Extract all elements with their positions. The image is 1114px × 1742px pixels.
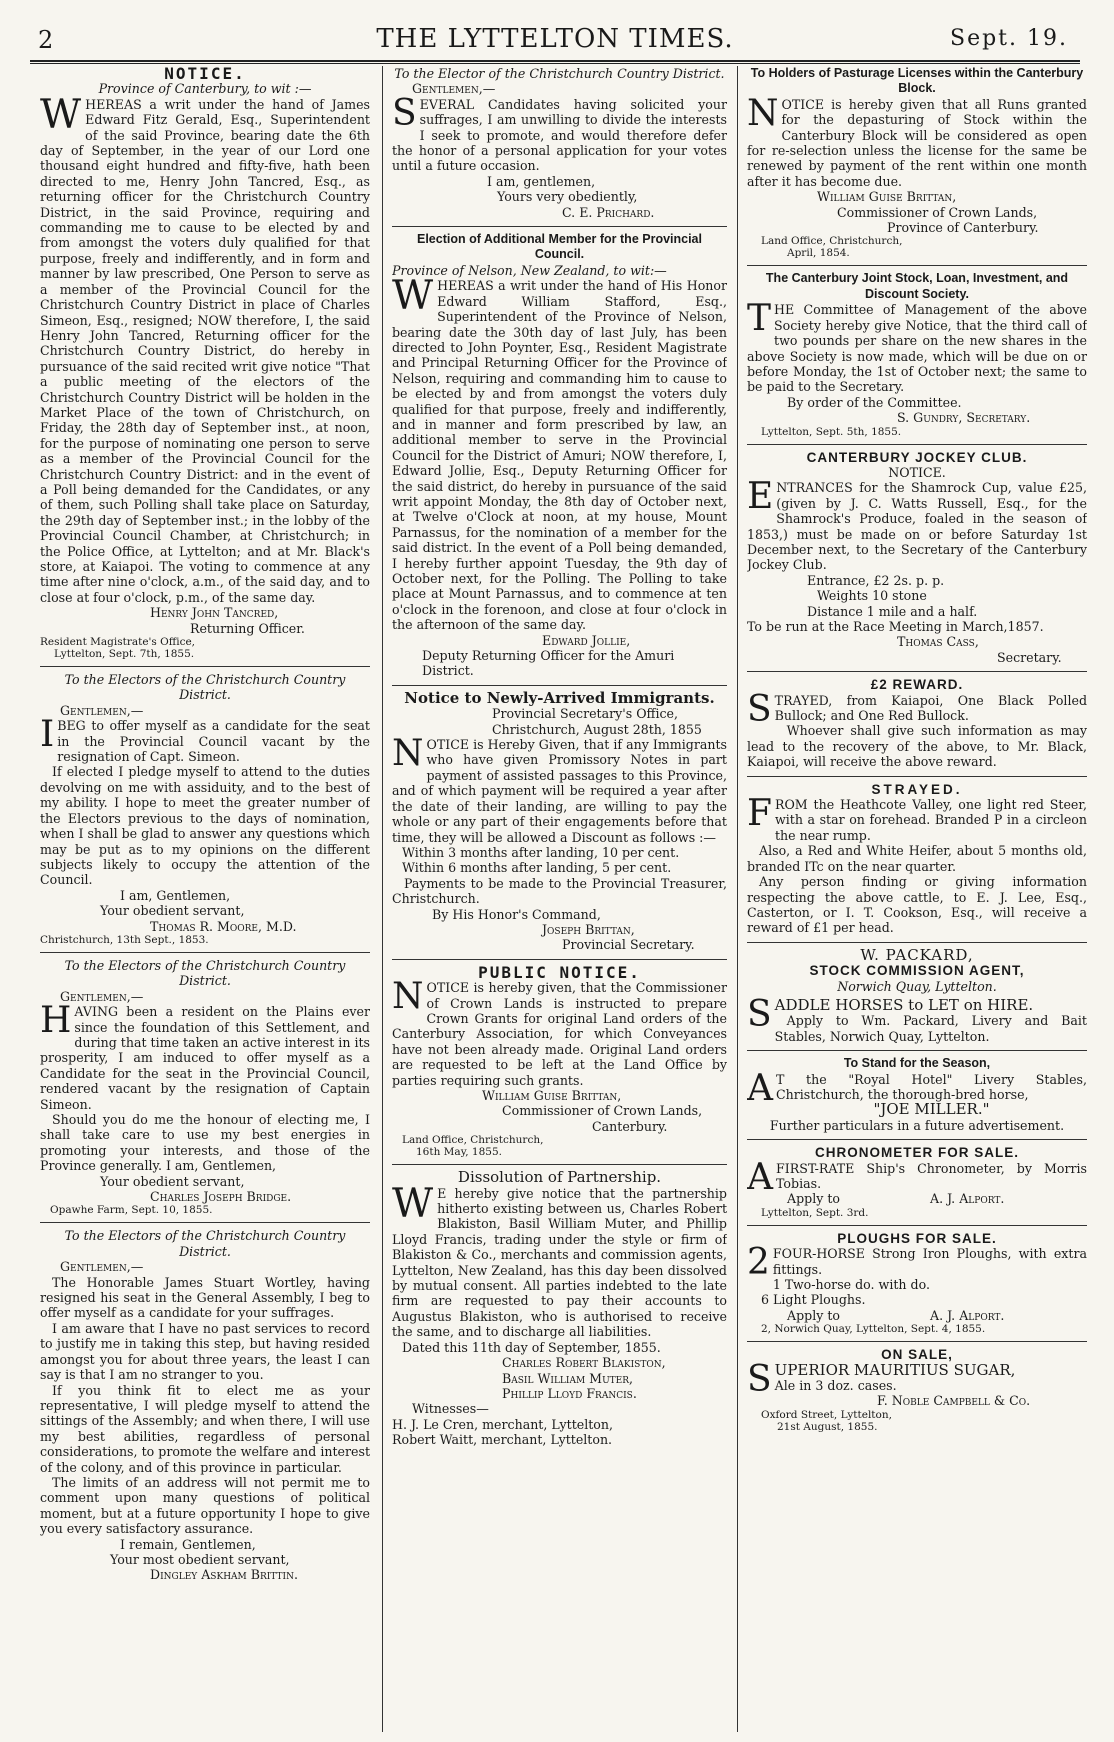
closing: Your obedient servant,: [100, 1173, 245, 1189]
signature: Thomas R. Moore, M.D.: [150, 918, 297, 934]
column-divider: [737, 66, 738, 1732]
signature-title: Provincial Secretary.: [562, 937, 695, 953]
notice-heading: STRAYED.: [871, 781, 963, 797]
paragraph: Whoever shall give such information as may lead to the recovery of the above, to Mr. Black, Kaiapoi, will receive the above reward.: [747, 723, 1087, 770]
footnote: Resident Magistrate's Office,: [40, 636, 196, 649]
advertiser-role: STOCK COMMISSION AGENT,: [809, 963, 1025, 979]
notice-body: HE Committee of Management of the above Society hereby give Notice, that the third call of two pounds per share on the new shares in the above Society is now made, which will be due on or before Monday, the 1st of October next; the same to be paid to the Secretary.: [747, 302, 1087, 395]
signature: F. Noble Campbell & Co.: [877, 1393, 1031, 1409]
notice-body: ROM the Heathcote Valley, one light red Steer, with a star on forehead. Branded P in a circleon the near rump.: [774, 797, 1087, 843]
notice-heading: PUBLIC NOTICE.: [478, 962, 641, 982]
signature: Joseph Brittan,: [542, 921, 635, 937]
witness: Robert Waitt, merchant, Lyttelton.: [392, 1432, 613, 1448]
footnote: Lyttelton, Sept. 7th, 1855.: [54, 648, 195, 661]
notice-heading: To Holders of Pasturage Licenses within the Canterbury Block.: [750, 66, 1084, 96]
divider: [392, 1164, 727, 1165]
apply-label: Apply to: [787, 1307, 841, 1323]
notice-heading: The Canterbury Joint Stock, Loan, Investment, and Discount Society.: [765, 271, 1069, 301]
notice-public: [392, 962, 727, 1159]
footnote: 2, Norwich Quay, Lyttelton, Sept. 4, 1855.: [761, 1323, 986, 1336]
notice-body: HEREAS a writ under the hand of His Honor Edward William Stafford, Esq., Superintendent of the Province of Nelson, bearing date the 30th day of last July, has been directed to John Poynter, Esq., Resident Magistrate and Principal Returning Officer for the Province of Nelson, requiring and commanding him to cause to be elected by and from amongst the voters duly qualified for that purpose, freely and indifferently, and in manner and form prescribed by law, an additional member to serve in the Provincial Council for the District of Amuri; NOW therefore, I, Edward Jollie, Esq., Deputy Returning Officer for the said district, do hereby in pursuance of the said writ appoint Monday, the 8th day of October next, at Twelve o'Clock at noon, at my house, Mount Parnassus, for the nomination of a member for the said district. In the event of a Poll being demanded, I hereby further appoint Tuesday, the 9th day of October next, for the Polling. The Polling to take place at Mount Parnassus, and to commence at ten o'clock in the forenoon, and close at four o'clock in the afternoon of the same day.: [392, 278, 727, 633]
divider: [747, 776, 1087, 777]
divider: [747, 265, 1087, 266]
advert-heading: To Stand for the Season,: [843, 1056, 991, 1071]
signature: William Guise Brittan,: [817, 189, 957, 205]
drop-cap: I: [40, 714, 55, 756]
advertiser-name: W. PACKARD,: [860, 945, 974, 964]
signature: Thomas Cass,: [897, 634, 979, 650]
advert-body: FOUR-HORSE Strong Iron Ploughs, with extra fittings.: [772, 1246, 1087, 1277]
divider: [747, 942, 1087, 943]
drop-cap: W: [392, 273, 434, 320]
drop-cap: A: [747, 1067, 773, 1109]
signature: Charles Joseph Bridge.: [150, 1189, 292, 1205]
address-heading: To the Elector of the Christchurch Country District.: [394, 66, 725, 81]
advert-body: FIRST-RATE Ship's Chronometer, by Morris Tobias.: [776, 1160, 1087, 1191]
detail-line: Ale in 3 doz. cases.: [774, 1378, 897, 1394]
notice-strayed: [747, 782, 1087, 936]
greeting: Gentlemen,—: [412, 81, 496, 97]
notice-heading: CANTERBURY JOCKEY CLUB.: [806, 449, 1028, 465]
paragraph: The Honorable James Stuart Wortley, having resigned his seat in the General Assembly, I beg to offer myself as a candidate for your suffrages.: [40, 1274, 370, 1321]
divider: [40, 666, 370, 667]
notice-body: E hereby give notice that the partnership hitherto existing between us, Charles Robert Blakiston, Basil William Muter, and Phillip Lloyd Francis, trading under the style or firm of Blakiston & Co., merchants and commission agents, Lyttelton, New Zealand, has this day been dissolved by mutual consent. All parties indebted to the late firm are requested to pay their accounts to Augustus Blakiston, who is authorised to receive the same, and to discharge all liabilities.: [392, 1185, 727, 1340]
notice-subheading: Province of Canterbury, to wit :—: [98, 81, 312, 97]
drop-cap: 2: [747, 1242, 770, 1284]
address-heading: To the Electors of the Christchurch Country District.: [64, 957, 346, 989]
advert-sugar: [747, 1347, 1087, 1433]
signature-title: Commissioner of Crown Lands,: [837, 204, 1038, 220]
signature: A. J. Alport.: [930, 1191, 1005, 1207]
notice-body: TRAYED, from Kaiapoi, One Black Polled Bullock; and One Red Bullock.: [774, 692, 1087, 724]
drop-cap: A: [747, 1156, 773, 1198]
divider: [392, 959, 727, 960]
footnote: Christchurch, 13th Sept., 1853.: [40, 933, 209, 946]
advertiser-address: Norwich Quay, Lyttelton.: [837, 978, 997, 994]
address-heading: To the Electors of the Christchurch Country District.: [64, 672, 346, 703]
signature: Dingley Askham Brittin.: [150, 1567, 298, 1583]
notice-pasturage: [747, 66, 1087, 259]
signature: Edward Jollie,: [542, 632, 631, 648]
advert-body: UPERIOR MAURITIUS SUGAR,: [774, 1360, 1016, 1379]
closing: I am, gentlemen,: [487, 173, 596, 189]
notice-dissolution: [392, 1170, 727, 1447]
paragraph: Further particulars in a future advertisement.: [769, 1117, 1065, 1133]
closing: By order of the Committee.: [787, 394, 962, 410]
signature-title: Secretary.: [997, 649, 1062, 665]
footnote: Opawhe Farm, Sept. 10, 1855.: [50, 1204, 213, 1217]
page-number: 2: [38, 26, 54, 54]
signature-title: Returning Officer.: [190, 620, 305, 636]
notice-body: OTICE is hereby given, that the Commissioner of Crown Lands is instructed to prepare Crown Grants for original Land orders of the Canterbury Association, for which Conveyances have not been already made. Original Land orders are requested to be left at the Land Office by parties requiring such grants.: [392, 980, 727, 1088]
signature: C. E. Prichard.: [562, 204, 655, 220]
notice-heading: Notice to Newly-Arrived Immigrants.: [404, 688, 715, 707]
closing: Your most obedient servant,: [110, 1551, 290, 1567]
drop-cap: W: [40, 91, 82, 138]
address-prichard: [392, 66, 727, 220]
drop-cap: S: [747, 993, 772, 1035]
notice-body: HEREAS a writ under the hand of James Edward Fitz Gerald, Esq., Superintendent of the said Province, bearing date the 6th day of September, in the year of our Lord one thousand eight hundred and fifty-five, hath been directed to me, Henry John Tancred, Esq., as returning officer for the Christchurch Country District, in the said Province, requiring and commanding me to cause to be elected by and from amongst the voters duly qualified for that purpose, freely and indifferently, and in form and manner by law prescribed, One Person to serve as a member of the Provincial Council for the Christchurch Country District in place of Charles Simeon, Esq., resigned; NOW therefore, I, the said Henry John Tancred, Returning officer for the Christchurch Country District, do hereby in pursuance of the said recited writ give notice "That a public meeting of the electors of the Christchurch Country District will be holden in the Market Place of the town of Christchurch, on Friday, the 28th day of September inst., at noon, for the purpose of nominating one person to serve as a member of the Provincial Council for the Christchurch Country District: and in the event of a Poll being demanded for the Candidates, or any of them, such Polling shall take place on Saturday, the 29th day of September inst.; in the lobby of the Provincial Council Chamber, at Christchurch; in the Police Office, at Lyttelton; and at Mr. Black's store, at Kaiapoi. The voting to commence at any time after nine o'clock, a.m., of the said day, and to close at four o'clock, p.m., of the same day.: [40, 96, 370, 605]
signature: A. J. Alport.: [930, 1307, 1005, 1323]
greeting: Gentlemen,—: [60, 1259, 144, 1275]
greeting: Gentlemen,—: [60, 702, 144, 718]
notice-heading: NOTICE.: [164, 66, 246, 83]
advert-body: T the "Royal Hotel" Livery Stables, Christchurch, the thorough-bred horse,: [776, 1071, 1087, 1102]
paragraph: Also, a Red and White Heifer, about 5 months old, branded ITc on the near quarter.: [747, 843, 1087, 874]
advert-heading: CHRONOMETER FOR SALE.: [814, 1145, 1019, 1161]
notice-heading: £2 REWARD.: [870, 677, 964, 693]
drop-cap: N: [392, 976, 424, 1018]
paragraph: The limits of an address will not permit me to comment upon many questions of political moment, but at a future opportunity I hope to give you every satisfactory assurance.: [40, 1474, 370, 1537]
drop-cap: W: [392, 1180, 434, 1227]
column-divider: [382, 66, 383, 1732]
drop-cap: F: [747, 793, 772, 835]
signature-title: Canterbury.: [592, 1118, 668, 1134]
notice-immigrants: [392, 688, 727, 953]
closing: I remain, Gentlemen,: [120, 1536, 256, 1552]
paragraph: Apply to Wm. Packard, Livery and Bait Stables, Norwich Quay, Lyttelton.: [774, 1013, 1087, 1044]
divider: [747, 1050, 1087, 1051]
column-2: [392, 66, 727, 1734]
notice-tancred: [40, 66, 370, 660]
column-3: [747, 66, 1087, 1734]
paragraph: If you think fit to elect me as your representative, I will pledge myself to attend the sittings of the Assembly; and when there, I will use my best abilities, regardless of personal considerations, to promote the welfare and interest of the colony, and of this province in particular.: [40, 1382, 370, 1475]
paragraph: AVING been a resident on the Plains ever since the foundation of this Settlement, and during that time taken an active interest in its prosperity, I am induced to offer myself as a Candidate for the seat in the Provincial Council, rendered vacant by the resignation of Captain Simeon.: [40, 1004, 370, 1112]
advert-chronometer: [747, 1145, 1087, 1219]
notice-reward: [747, 677, 1087, 769]
divider: [40, 1222, 370, 1223]
masthead-rule: [30, 60, 1080, 62]
detail-line: Weights 10 stone: [817, 588, 927, 604]
drop-cap: N: [747, 92, 779, 134]
detail-line: 1 Two-horse do. with do.: [772, 1277, 930, 1293]
advert-season: [747, 1056, 1087, 1133]
notice-jockey-club: [747, 450, 1087, 666]
divider: [747, 671, 1087, 672]
address: Provincial Secretary's Office,: [492, 706, 678, 722]
divider: [392, 685, 727, 686]
advert-packard: [747, 945, 1087, 1044]
drop-cap: E: [747, 476, 774, 518]
notice-nelson: [392, 232, 727, 679]
divider: [40, 952, 370, 953]
footnote: 16th May, 1855.: [416, 1146, 502, 1159]
divider: [392, 226, 727, 227]
dated-line: Dated this 11th day of September, 1855.: [402, 1339, 661, 1355]
footnote: April, 1854.: [787, 247, 850, 260]
closing: By His Honor's Command,: [432, 906, 601, 922]
paragraph: If elected I pledge myself to attend to the duties devolving on me with assiduity, and to the best of my ability. I hope to meet the greater number of the Electors previous to the days of nomination, when I shall be glad to answer any questions which may be put as to my opinions on the different subjects likely to occupy the attention of the Council.: [40, 764, 370, 888]
discount-line: Within 6 months after landing, 5 per cent.: [402, 860, 672, 876]
footnote: Lyttelton, Sept. 3rd.: [761, 1206, 869, 1219]
signature: Henry John Tancred,: [150, 605, 279, 621]
signature-title: Deputy Returning Officer for the Amuri District.: [422, 648, 675, 679]
notice-subheading: Province of Nelson, New Zealand, to wit:—: [392, 262, 667, 278]
paragraph: BEG to offer myself as a candidate for the seat in the Provincial Council vacant by the resignation of Capt. Simeon.: [57, 718, 370, 765]
address-heading: To the Electors of the Christchurch Country District.: [64, 1228, 346, 1259]
signature: William Guise Brittan,: [482, 1088, 622, 1103]
address-moore: [40, 672, 370, 946]
column-1: [40, 66, 370, 1734]
witness: H. J. Le Cren, merchant, Lyttelton,: [392, 1416, 613, 1432]
signature: Basil William Muter,: [502, 1370, 634, 1386]
signature: Phillip Lloyd Francis.: [502, 1385, 637, 1401]
advert-body: ADDLE HORSES to LET on HIRE.: [774, 995, 1034, 1014]
footnote: Land Office, Christchurch,: [402, 1134, 544, 1147]
detail-line: To be run at the Race Meeting in March,1857.: [747, 619, 1044, 634]
notice-heading: Dissolution of Partnership.: [457, 1168, 662, 1187]
detail-line: Entrance, £2 2s. p. p.: [807, 572, 945, 588]
signature-title: Commissioner of Crown Lands,: [502, 1103, 703, 1119]
address: Christchurch, August 28th, 1855: [492, 721, 702, 737]
discount-line: Within 3 months after landing, 10 per cent.: [402, 844, 680, 860]
paragraph: I am aware that I have no past services to record to justify me in taking this step, but having resided amongst you for about three years, the least I can say is that I am no stranger to you.: [40, 1320, 370, 1383]
detail-line: 6 Light Ploughs.: [761, 1292, 866, 1308]
issue-date: Sept. 19.: [950, 26, 1068, 51]
closing: Your obedient servant,: [100, 903, 245, 919]
signature-title: Province of Canterbury.: [887, 220, 1039, 236]
divider: [747, 1139, 1087, 1140]
closing: Yours very obediently,: [497, 189, 638, 205]
detail-line: Distance 1 mile and a half.: [807, 603, 978, 619]
footnote: Oxford Street, Lyttelton,: [761, 1408, 892, 1421]
divider: [747, 1225, 1087, 1226]
divider: [747, 444, 1087, 445]
horse-name: "JOE MILLER.": [873, 1100, 990, 1119]
paragraph: EVERAL Candidates having solicited your suffrages, I am unwilling to divide the interests I seek to promote, and would therefore defer the honor of a personal application for your votes until a future occasion.: [392, 96, 727, 174]
drop-cap: S: [747, 1358, 772, 1400]
drop-cap: S: [747, 688, 772, 730]
drop-cap: T: [747, 298, 772, 340]
notice-body: NTRANCES for the Shamrock Cup, value £25, (given by J. C. Watts Russell, Esq., for the Shamrock's Produce, foaled in the season of 1853,) must be made on or before Saturday 1st December next, to the Secretary of the Canterbury Jockey Club.: [747, 480, 1087, 573]
signature: Charles Robert Blakiston,: [502, 1355, 666, 1371]
masthead-rule-thin: [30, 63, 1080, 64]
drop-cap: H: [40, 1000, 72, 1042]
notice-body: OTICE is hereby given that all Runs granted for the depasturing of Stock within the Canterbury Block will be considered as open for re-selection unless the license for the same be renewed by payment of the rent within one month after it has become due.: [747, 96, 1087, 189]
apply-label: Apply to: [787, 1191, 841, 1207]
footnote: Land Office, Christchurch,: [761, 235, 903, 248]
notice-joint-stock: [747, 271, 1087, 437]
notice-subheading: NOTICE.: [888, 464, 946, 480]
advert-heading: ON SALE,: [881, 1347, 953, 1363]
footnote: Lyttelton, Sept. 5th, 1855.: [761, 425, 902, 438]
advert-ploughs: [747, 1231, 1087, 1335]
paragraph: Any person finding or giving information respecting the above cattle, to E. J. Lee, Esq., Casterton, or I. T. Cookson, Esq., will receive a reward of £1 per head.: [747, 874, 1087, 936]
advert-heading: PLOUGHS FOR SALE.: [837, 1230, 997, 1246]
greeting: Gentlemen,—: [60, 988, 144, 1004]
witnesses-label: Witnesses—: [412, 1401, 489, 1417]
closing: I am, Gentlemen,: [120, 887, 231, 903]
drop-cap: S: [392, 92, 417, 134]
paragraph: Payments to be made to the Provincial Treasurer, Christchurch.: [392, 875, 727, 907]
newspaper-title: THE LYTTELTON TIMES.: [376, 24, 734, 54]
divider: [747, 1341, 1087, 1342]
signature: S. Gundry, Secretary.: [897, 410, 1031, 426]
notice-heading: Election of Additional Member for the Provincial Council.: [417, 232, 702, 262]
address-brittin: [40, 1228, 370, 1582]
drop-cap: N: [392, 733, 424, 775]
paragraph: Should you do me the honour of electing me, I shall take care to use my best energies in promoting your interests, and those of the Province generally. I am, Gentlemen,: [40, 1112, 370, 1174]
footnote: 21st August, 1855.: [777, 1420, 878, 1433]
masthead: [30, 18, 1080, 58]
notice-body: OTICE is Hereby Given, that if any Immigrants who have given Promissory Notes in part payment of assisted passages to this Province, and of which payment will be required a year after the date of their landing, are willing to pay the whole or any part of their engagements before that time, they will be allowed a Discount as follows :—: [392, 737, 727, 845]
address-bridge: [40, 958, 370, 1217]
